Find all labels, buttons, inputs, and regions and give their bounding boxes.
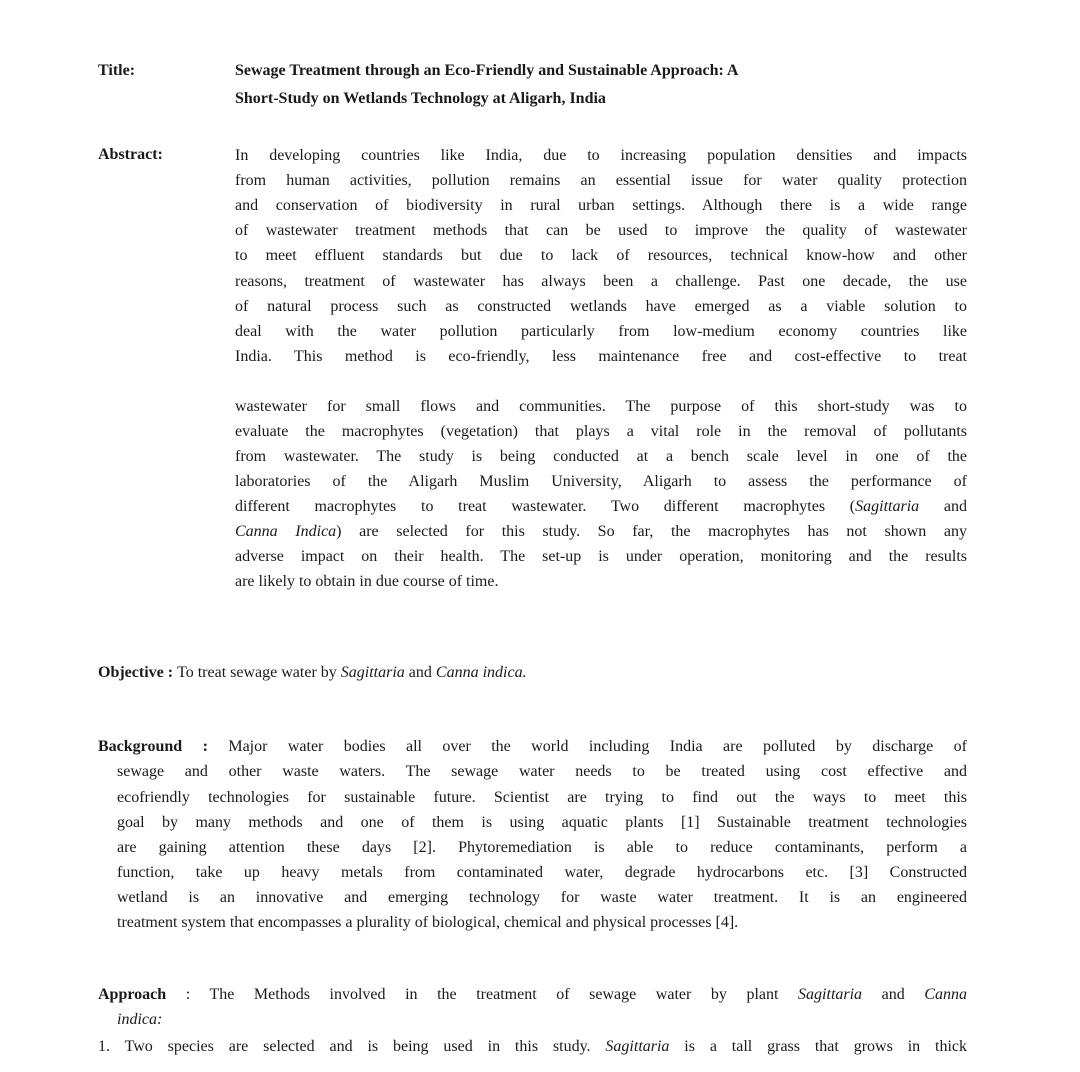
- objective-text: and: [404, 664, 436, 681]
- species-name: Sagittaria: [855, 498, 920, 515]
- abstract-text: different macrophytes to treat wastewater. Two different macrophytes (: [235, 498, 856, 515]
- objective-section: [98, 663, 527, 683]
- abstract-line: deal with the water pollution particularly from low-medium economy countries like: [235, 323, 967, 340]
- abstract-line: reasons, treatment of wastewater has always been a challenge. Past one decade, the use: [235, 273, 967, 290]
- approach-line: [98, 985, 967, 1005]
- species-name: Sagittaria: [340, 664, 405, 681]
- background-line: are gaining attention these days [2]. Phytoremediation is able to reduce contaminants, perform a: [117, 839, 967, 856]
- objective-text: To treat sewage water by: [177, 664, 341, 681]
- background-line: ecofriendly technologies for sustainable future. Scientist are trying to find out the ways to meet this: [117, 789, 967, 806]
- abstract-line: from wastewater. The study is being conducted at a bench scale level in one of the: [235, 448, 967, 465]
- approach-text: The Methods involved in the treatment of sewage water by plant: [209, 986, 799, 1003]
- abstract-line: laboratories of the Aligarh Muslim University, Aligarh to assess the performance of: [235, 473, 967, 490]
- abstract-line: from human activities, pollution remains an essential issue for water quality protection: [235, 172, 967, 189]
- background-line: sewage and other waste waters. The sewage water needs to be treated using cost effective and: [117, 763, 967, 780]
- approach-label: Approach: [98, 986, 167, 1003]
- abstract-line: [235, 522, 967, 542]
- background-text: Major water bodies all over the world including India are polluted by discharge of: [228, 738, 968, 755]
- abstract-line: evaluate the macrophytes (vegetation) that plays a vital role in the removal of pollutants: [235, 423, 967, 440]
- approach-text: :: [157, 1011, 163, 1028]
- approach-line: [117, 1010, 162, 1030]
- abstract-line: wastewater for small flows and communities. The purpose of this short-study was to: [235, 398, 967, 415]
- species-name: Sagittaria: [798, 986, 863, 1003]
- background-line: goal by many methods and one of them is using aquatic plants [1] Sustainable treatment technologies: [117, 814, 967, 831]
- background-line: function, take up heavy metals from contaminated water, degrade hydrocarbons etc. [3] Constructed: [117, 864, 967, 881]
- background-label: Background: [98, 738, 183, 755]
- list-item-text: Two species are selected and is being used in this study.: [110, 1038, 606, 1055]
- abstract-label: Abstract:: [98, 146, 163, 163]
- species-name: indica: [117, 1011, 157, 1028]
- abstract-line: are likely to obtain in due course of time.: [235, 573, 499, 590]
- label-separator: :: [166, 986, 210, 1003]
- abstract-line: and conservation of biodiversity in rural urban settings. Although there is a wide range: [235, 197, 967, 214]
- abstract-line: of wastewater treatment methods that can be used to improve the quality of wastewater: [235, 222, 967, 239]
- list-number: 1.: [98, 1038, 110, 1055]
- species-name: Canna: [924, 986, 967, 1003]
- abstract-text: ) are selected for this study. So far, the macrophytes has not shown any: [336, 523, 967, 540]
- title-label: Title:: [98, 62, 136, 79]
- abstract-line: of natural process such as constructed wetlands have emerged as a viable solution to: [235, 298, 967, 315]
- abstract-line: [235, 497, 967, 517]
- list-item-text: is a tall grass that grows in thick: [669, 1038, 967, 1055]
- approach-text: and: [862, 986, 925, 1003]
- species-name: Sagittaria: [605, 1038, 670, 1055]
- abstract-text: and: [919, 498, 967, 515]
- label-separator: :: [182, 738, 229, 755]
- paper-title-line-2: Short-Study on Wetlands Technology at Aligarh, India: [235, 90, 606, 107]
- abstract-line: In developing countries like India, due to increasing population densities and impacts: [235, 147, 967, 164]
- abstract-line: India. This method is eco-friendly, less maintenance free and cost-effective to treat: [235, 348, 967, 365]
- species-name: Canna Indica: [235, 523, 337, 540]
- background-line: [98, 737, 967, 757]
- background-line: wetland is an innovative and emerging technology for waste water treatment. It is an engineered: [117, 889, 967, 906]
- approach-list-item-1: [98, 1037, 967, 1057]
- species-name: Canna indica.: [435, 664, 527, 681]
- background-line: treatment system that encompasses a plurality of biological, chemical and physical processes [4].: [117, 914, 739, 931]
- paper-title-line-1: Sewage Treatment through an Eco-Friendly and Sustainable Approach: A: [235, 62, 739, 79]
- objective-label: Objective: [98, 664, 164, 681]
- abstract-line: to meet effluent standards but due to lack of resources, technical know-how and other: [235, 247, 967, 264]
- label-separator: :: [163, 664, 178, 681]
- abstract-line: adverse impact on their health. The set-up is under operation, monitoring and the results: [235, 548, 967, 565]
